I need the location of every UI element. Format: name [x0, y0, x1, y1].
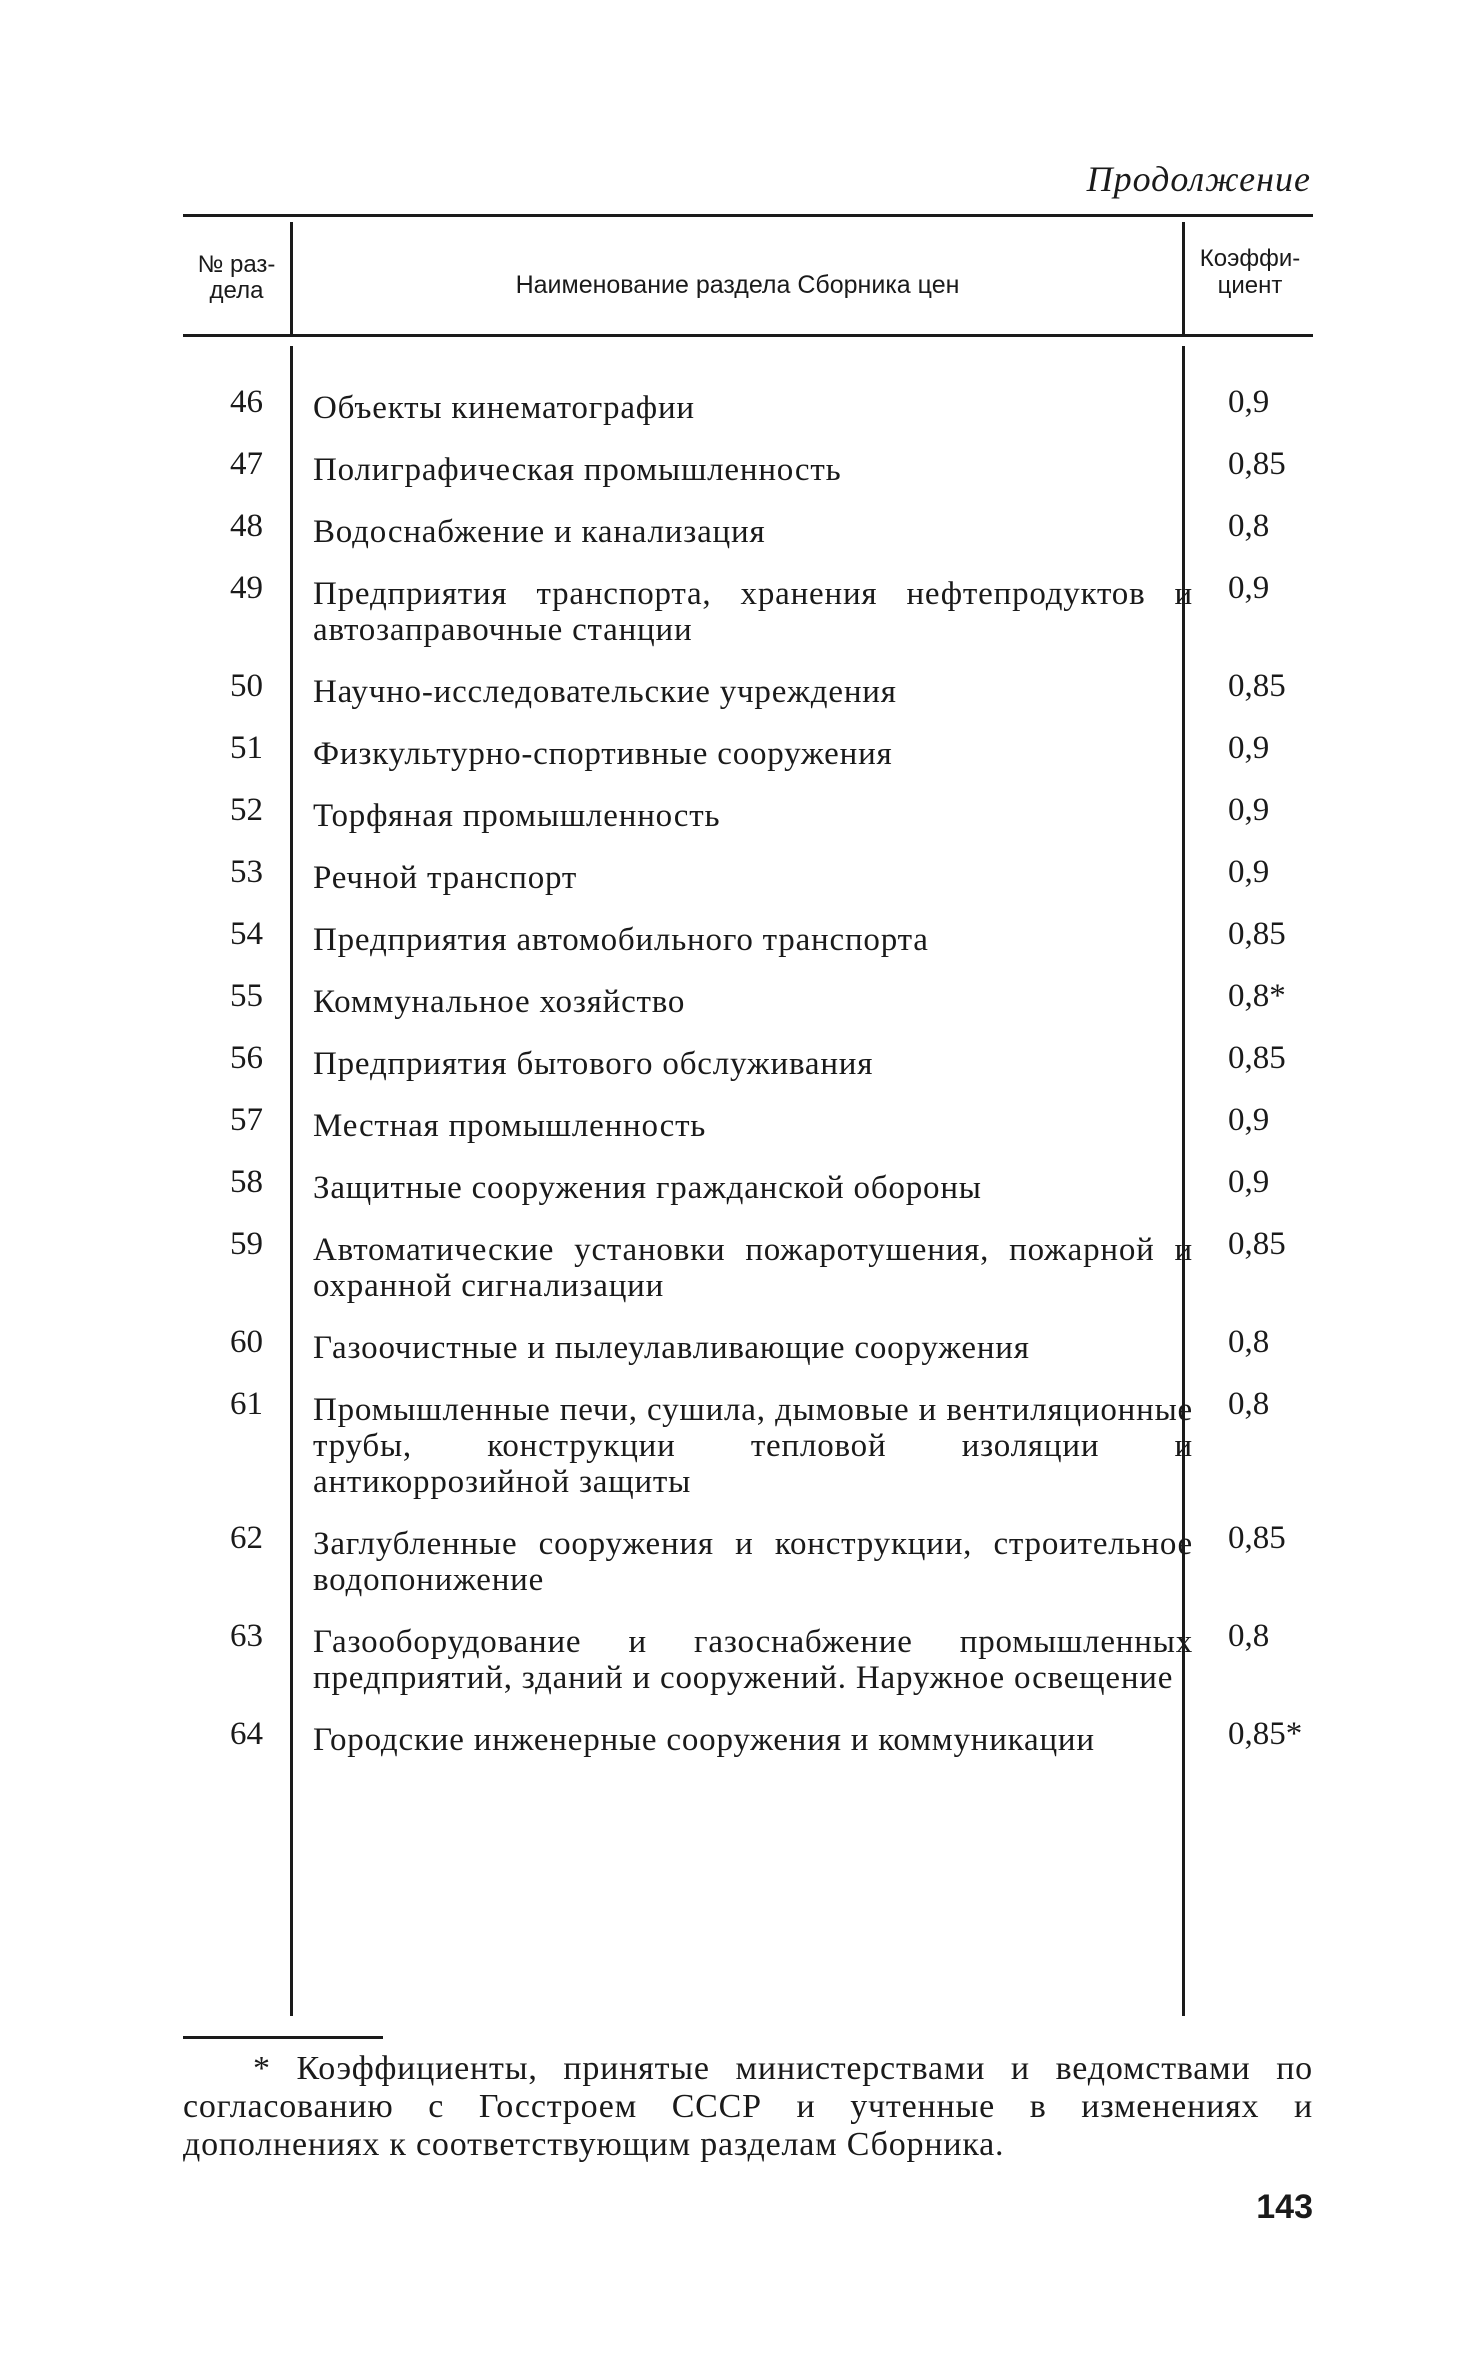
table-row [183, 1386, 1313, 1500]
header-section-number: № раз- дела [197, 251, 276, 304]
section-number: 49 [230, 570, 263, 606]
table-row [183, 792, 1313, 834]
table-row [183, 570, 1313, 648]
section-name: Автоматические установки пожаротушения, пожарной и охранной сигнализации [313, 1232, 1193, 1304]
table-row [183, 1324, 1313, 1366]
coefficient-value: 0,8 [1228, 1386, 1270, 1422]
coefficient-value: 0,85* [1228, 1716, 1303, 1752]
table-row [183, 1716, 1313, 1758]
section-name: Водоснабжение и канализация [313, 514, 766, 550]
section-number: 57 [230, 1102, 263, 1138]
table-row [183, 1618, 1313, 1696]
section-number: 55 [230, 978, 263, 1014]
table-top-rule [183, 214, 1313, 217]
section-name: Физкультурно-спортивные сооружения [313, 736, 893, 772]
table-row [183, 668, 1313, 710]
table-body [183, 384, 1313, 1778]
header-section-name: Наименование раздела Сборника цен [515, 271, 960, 299]
section-number: 51 [230, 730, 263, 766]
section-number: 59 [230, 1226, 263, 1262]
section-name: Газооборудование и газоснабжение промышленных предприятий, зданий и сооружений. Наружное освещение [313, 1624, 1193, 1696]
coefficient-value: 0,85 [1228, 668, 1286, 704]
coefficient-value: 0,9 [1228, 1164, 1270, 1200]
section-name: Местная промышленность [313, 1108, 707, 1144]
section-number: 61 [230, 1386, 263, 1422]
section-name: Речной транспорт [313, 860, 578, 896]
section-name: Городские инженерные сооружения и коммуникации [313, 1722, 1095, 1758]
coefficient-value: 0,8 [1228, 508, 1270, 544]
table-row [183, 446, 1313, 488]
coefficient-value: 0,85 [1228, 1520, 1286, 1556]
coefficient-value: 0,9 [1228, 384, 1270, 420]
header-coefficient: Коэффи- циент [1199, 245, 1301, 299]
column-divider [1182, 222, 1185, 334]
footnote [183, 2050, 1313, 2164]
coefficient-value: 0,85 [1228, 1040, 1286, 1076]
coefficient-value: 0,9 [1228, 570, 1270, 606]
section-name: Предприятия бытового обслуживания [313, 1046, 874, 1082]
section-number: 60 [230, 1324, 263, 1360]
section-name: Торфяная промышленность [313, 798, 721, 834]
section-name: Полиграфическая промышленность [313, 452, 842, 488]
column-divider [290, 222, 293, 334]
section-number: 48 [230, 508, 263, 544]
section-number: 52 [230, 792, 263, 828]
coefficient-value: 0,8 [1228, 1618, 1270, 1654]
section-name: Предприятия автомобильного транспорта [313, 922, 929, 958]
section-number: 53 [230, 854, 263, 890]
coefficient-value: 0,8* [1228, 978, 1286, 1014]
continuation-label: Продолжение [1086, 159, 1311, 199]
footnote-rule [183, 2036, 383, 2039]
section-number: 50 [230, 668, 263, 704]
table-row [183, 730, 1313, 772]
table-row [183, 508, 1313, 550]
table-row [183, 854, 1313, 896]
header-bottom-rule [183, 334, 1313, 337]
section-number: 47 [230, 446, 263, 482]
section-number: 63 [230, 1618, 263, 1654]
section-name: Научно-исследовательские учреждения [313, 674, 897, 710]
coefficient-value: 0,9 [1228, 854, 1270, 890]
footnote-text: * Коэффициенты, принятые министерствами и ведомствами по согласованию с Госстроем СССР и учтенные в изменениях и дополнениях к соответствующим разделам Сборника. [183, 2050, 1313, 2163]
coefficient-value: 0,9 [1228, 730, 1270, 766]
coefficient-value: 0,9 [1228, 1102, 1270, 1138]
coefficient-value: 0,85 [1228, 916, 1286, 952]
section-number: 54 [230, 916, 263, 952]
section-name: Промышленные печи, сушила, дымовые и вентиляционные трубы, конструкции тепловой изоляции и антикоррозийной защиты [313, 1392, 1193, 1500]
page-number: 143 [1256, 2188, 1313, 2226]
table-row [183, 1226, 1313, 1304]
table-row [183, 978, 1313, 1020]
table-row [183, 1102, 1313, 1144]
section-number: 58 [230, 1164, 263, 1200]
coefficient-value: 0,9 [1228, 792, 1270, 828]
coefficient-value: 0,8 [1228, 1324, 1270, 1360]
table-row [183, 916, 1313, 958]
section-number: 62 [230, 1520, 263, 1556]
section-number: 64 [230, 1716, 263, 1752]
table-row [183, 384, 1313, 426]
section-name: Предприятия транспорта, хранения нефтепродуктов и автозаправочные станции [313, 576, 1193, 648]
section-name: Газоочистные и пылеулавливающие сооружения [313, 1330, 1030, 1366]
section-number: 56 [230, 1040, 263, 1076]
section-name: Коммунальное хозяйство [313, 984, 686, 1020]
section-number: 46 [230, 384, 263, 420]
table-row [183, 1520, 1313, 1598]
coefficient-value: 0,85 [1228, 446, 1286, 482]
table-row [183, 1164, 1313, 1206]
table-row [183, 1040, 1313, 1082]
coefficient-value: 0,85 [1228, 1226, 1286, 1262]
section-name: Заглубленные сооружения и конструкции, строительное водопонижение [313, 1526, 1193, 1598]
section-name: Защитные сооружения гражданской обороны [313, 1170, 982, 1206]
section-name: Объекты кинематографии [313, 390, 695, 426]
